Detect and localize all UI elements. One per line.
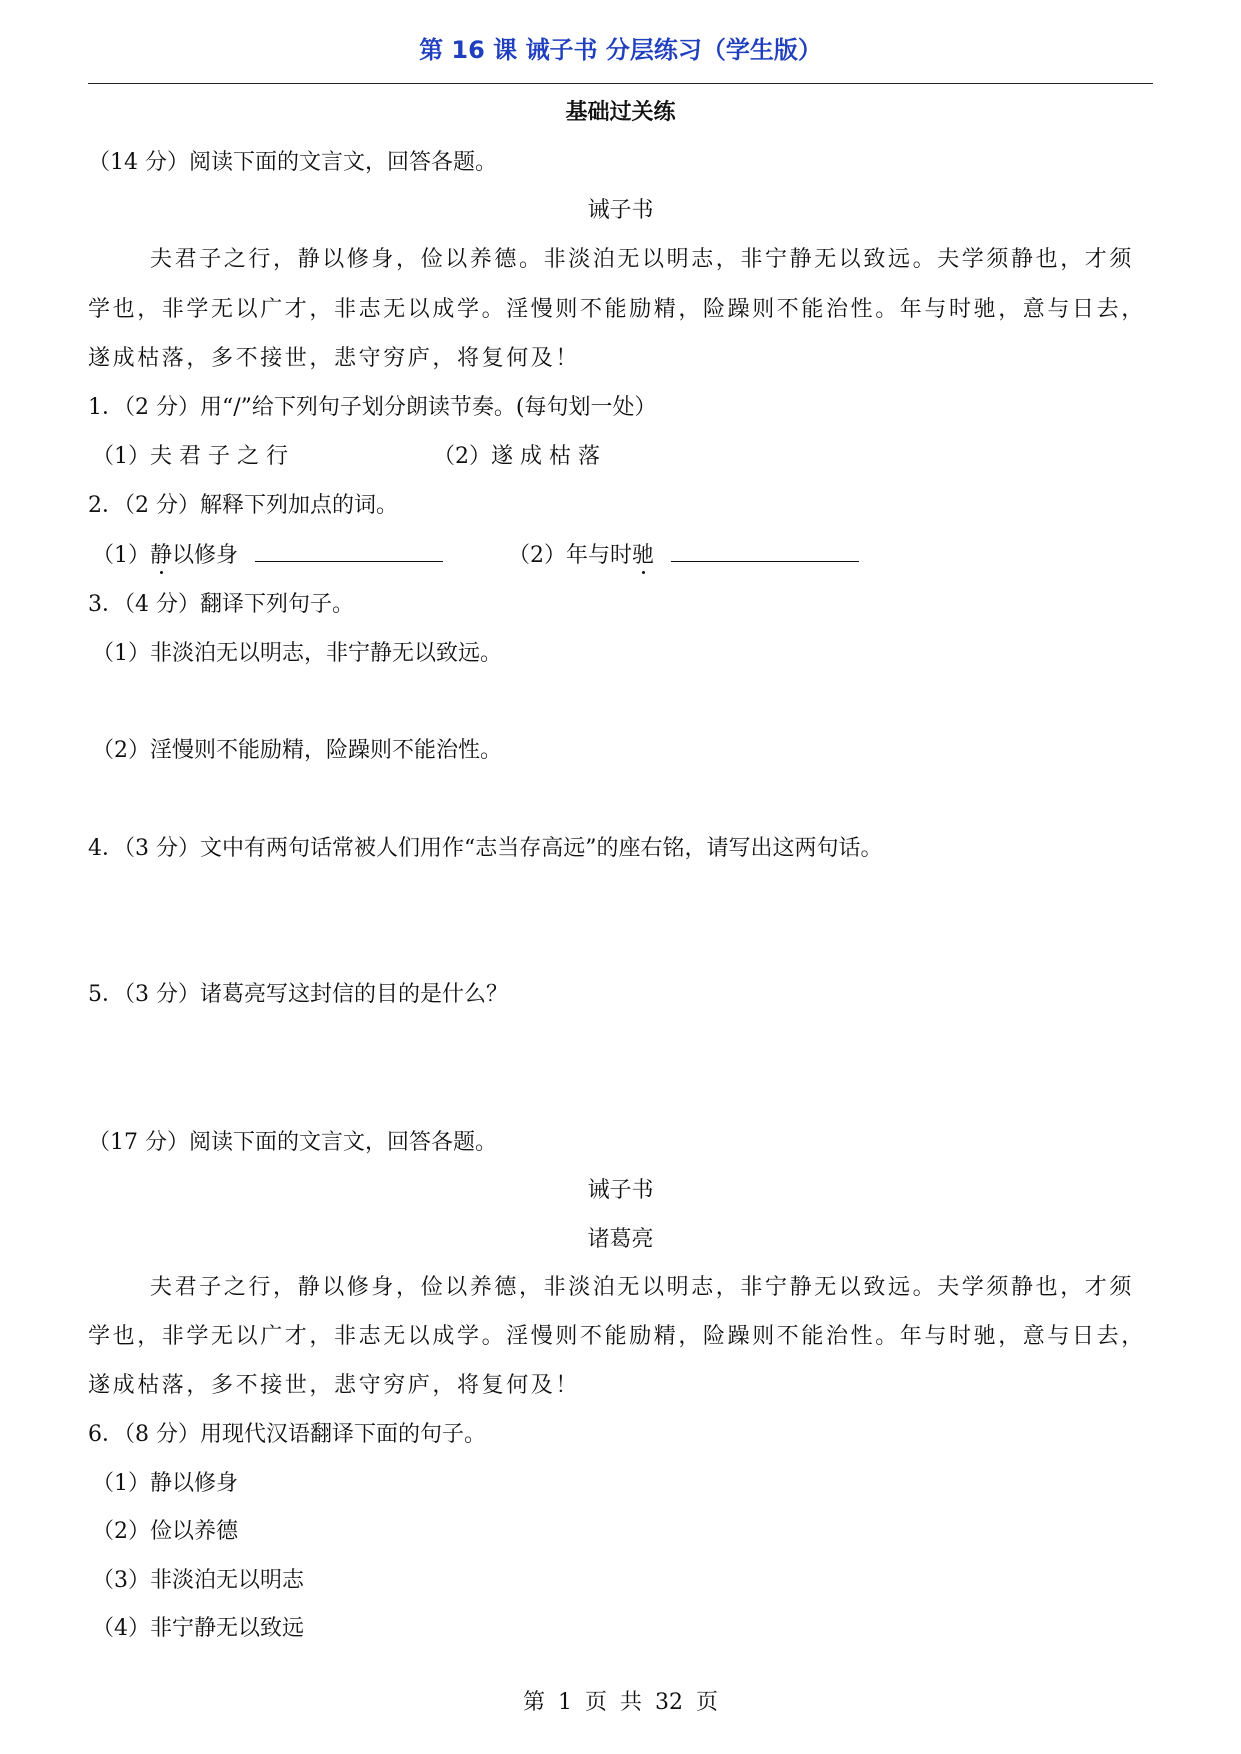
q2-item1-number: （1） [92,543,150,568]
q4-stem: 4．（3 分）文中有两句话常被人们用作“志当存高远”的座右铭，请写出这两句话。 [88,836,883,861]
q2-item1-rest: 以修身 [172,543,239,568]
passage1-line3: 遂成枯落，多不接世，悲守穷庐，将复何及！ [88,346,581,371]
page-header-title: 第 16 课 诫子书 分层练习（学生版） [419,36,822,64]
q2-item2 [508,537,859,571]
q6-item3: （3）非淡泊无以明志 [92,1568,304,1593]
q2-item2-text: （2）年与时 [508,543,632,568]
q2-item1-dotted-word: 静 [150,543,173,568]
passage2-intro: （17 分）阅读下面的文言文，回答各题。 [88,1130,497,1155]
q2-item2-answer-blank[interactable] [671,537,859,562]
passage1-title: 诫子书 [587,198,654,223]
q2-item2-dotted-word: 驰 [632,543,655,568]
passage2-title: 诫子书 [587,1178,654,1203]
passage2-line1: 夫君子之行，静以修身，俭以养德，非淡泊无以明志，非宁静无以致远。夫学须静也，才须 [150,1275,1135,1300]
q6-item1: （1）静以修身 [92,1471,238,1496]
q1-item2: （2）遂 成 枯 落 [433,444,600,469]
passage2-line2: 学也，非学无以广才，非志无以成学。淫慢则不能励精，险躁则不能治性。年与时驰，意与日去， [88,1324,1146,1349]
q5-stem: 5．（3 分）诸葛亮写这封信的目的是什么？ [88,982,508,1007]
q6-item2: （2）俭以养德 [92,1519,238,1544]
q2-item1 [92,537,443,571]
header-divider [88,83,1153,84]
q3-item1: （1）非淡泊无以明志，非宁静无以致远。 [92,641,502,666]
q3-item2: （2）淫慢则不能励精，险躁则不能治性。 [92,738,502,763]
passage2-line3: 遂成枯落，多不接世，悲守穷庐，将复何及！ [88,1373,581,1398]
passage2-author: 诸葛亮 [587,1227,654,1252]
section-title: 基础过关练 [565,100,676,125]
q6-item4: （4）非宁静无以致远 [92,1616,304,1641]
q1-stem: 1．（2 分）用“/”给下列句子划分朗读节奏。(每句划一处） [88,395,657,420]
q2-item1-answer-blank[interactable] [255,537,443,562]
q3-stem: 3．（4 分）翻译下列句子。 [88,592,354,617]
passage1-line1: 夫君子之行，静以修身，俭以养德。非淡泊无以明志，非宁静无以致远。夫学须静也，才须 [150,247,1135,272]
page-footer: 第 1 页 共 32 页 [523,1690,718,1715]
q1-item1: （1）夫 君 子 之 行 [92,444,288,469]
passage1-line2: 学也，非学无以广才，非志无以成学。淫慢则不能励精，险躁则不能治性。年与时驰，意与日去， [88,297,1146,322]
q2-stem: 2．（2 分）解释下列加点的词。 [88,493,398,518]
passage1-intro: （14 分）阅读下面的文言文，回答各题。 [88,150,497,175]
q6-stem: 6．（8 分）用现代汉语翻译下面的句子。 [88,1422,486,1447]
